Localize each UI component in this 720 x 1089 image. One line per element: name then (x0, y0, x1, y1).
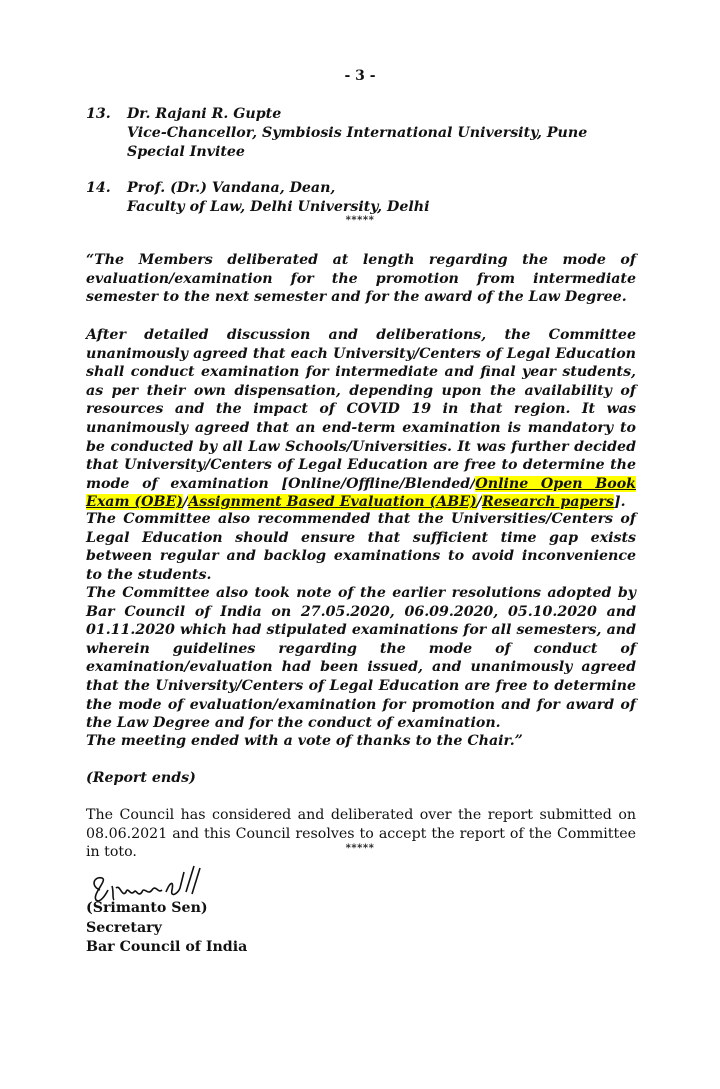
quote-paragraph-meeting-ended: The meeting ended with a vote of thanks to the Chair.” (86, 733, 523, 749)
separator-stars: ***** (345, 843, 375, 854)
signatory-designation: Secretary (86, 919, 162, 936)
report-ends-label: (Report ends) (86, 770, 196, 786)
highlight-obe: Online Open Book Exam (OBE) (86, 475, 637, 511)
paragraph-text-end: ]. (613, 494, 626, 511)
member-entry-14 (86, 179, 646, 217)
signatory-name: (Srimanto Sen) (86, 900, 208, 916)
slash-separator: / (183, 494, 189, 511)
quote-paragraph-earlier-resolutions: The Committee also took note of the earlier resolutions adopted by Bar Council of India on 27.05.2020, 06.09.2020, 05.10.2020 and 01.11.2020 which had stipulated examinations for all semesters, and wherein guidelines regarding the mode of conduct of examination/evaluation had been issued, and unanimously agreed that the University/Centers of Legal Education are free to determine the mode of evaluation/examination for promotion and for award of the Law Degree and for the conduct of examination. (86, 585, 636, 732)
member-title: Vice-Chancellor, Symbiosis International University, Pune (127, 125, 588, 141)
quote-paragraph-committee-agreed (86, 326, 636, 512)
member-name: Prof. (Dr.) Vandana, Dean, (127, 180, 336, 196)
member-entry-13 (86, 105, 646, 162)
member-title: Faculty of Law, Delhi University, Delhi (127, 199, 430, 215)
slash-separator: / (476, 494, 482, 511)
quote-paragraph-members-deliberated: “The Members deliberated at length regarding the mode of evaluation/examination for the promotion from intermediate semester to the next semester and for the award of the Law Degree. (86, 252, 636, 306)
signature-block (86, 899, 247, 958)
member-number: 13. (86, 106, 111, 122)
signatory-organization: Bar Council of India (86, 939, 248, 955)
member-name: Dr. Rajani R. Gupte (127, 106, 282, 122)
paragraph-text: After detailed discussion and deliberations, the Committee unanimously agreed that each University/Centers of Legal Education shall conduct examination for intermediate and final year students, as per their own dispensation, depending upon the availability of resources and the impact of COVID 19 in that region. It was unanimously agreed that an end-term examination is mandatory to be conducted by all Law Schools/Universities. It was further decided that University/Centers of Legal Education are free to determine the mode of examination [Online/Offline/Blended/ (86, 327, 636, 492)
member-role: Special Invitee (127, 144, 245, 160)
member-number: 14. (86, 180, 111, 196)
highlight-research-papers: Research papers (481, 494, 614, 511)
page-number: - 3 - (344, 68, 376, 84)
separator-stars: ***** (345, 215, 375, 226)
highlight-abe: Assignment Based Evaluation (ABE) (188, 494, 477, 511)
council-resolution: The Council has considered and deliberated over the report submitted on 08.06.2021 and this Council resolves to accept the report of the Committee in toto. (86, 807, 636, 861)
quote-paragraph-time-gap: The Committee also recommended that the Universities/Centers of Legal Education should ensure that sufficient time gap exists between regular and backlog examinations to avoid inconvenience to the students. (86, 511, 636, 583)
